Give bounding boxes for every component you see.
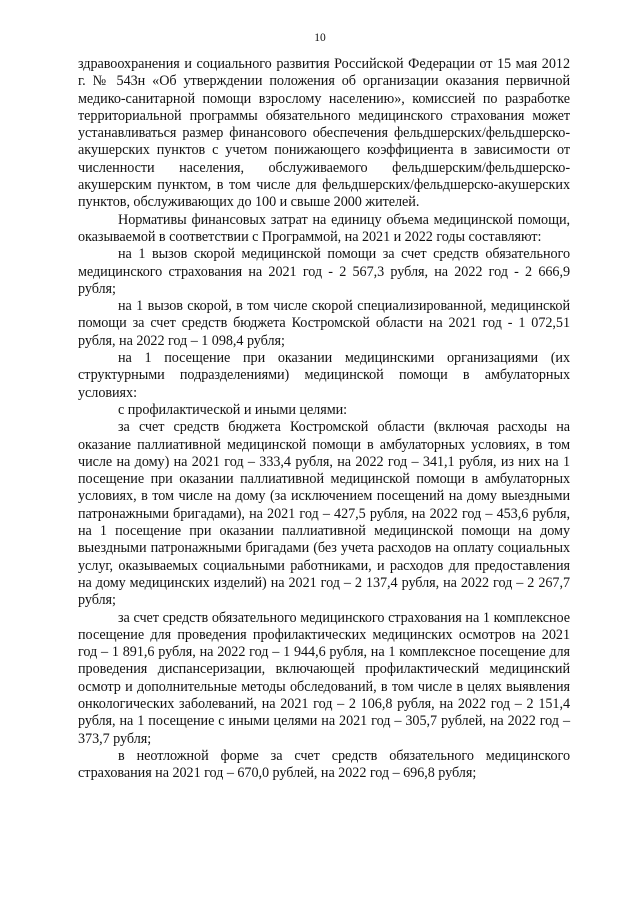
paragraph-ambulance-budget: на 1 вызов скорой, в том числе скорой специализированной, медицинской помощи за счет средств бюджета Костромской области на 2021 год - 1 072,51 рубля, на 2022 год – 1 098,4 рубля; — [78, 298, 570, 349]
paragraph-oms-complex-visit: за счет средств обязательного медицинского страхования на 1 комплексное посещение для проведения профилактических медицинских осмотров на 2021 год – 1 891,6 рубля, на 2022 год – 1 944,6 рубля, на 1 комплексное посещение для проведения диспансеризации, включающей профилактический медицинский осмотр и дополнительные методы обследований, в том числе в целях выявления онкологических заболеваний, на 2021 год – 2 106,8 рубля, на 2022 год – 2 151,4 рубля, на 1 посещение с иными целями на 2021 год – 305,7 рублей, на 2022 год – 373,7 рубля; — [78, 609, 570, 747]
paragraph-regional-budget: за счет средств бюджета Костромской области (включая расходы на оказание паллиативной медицинской помощи в амбулаторных условиях, в том числе на дому) на 2021 год – 333,4 рубля, на 2022 год – 341,1 рубля, из них на 1 посещение при оказании паллиативной медицинской помощи в амбулаторных условиях, в том числе на дому (за исключением посещений на дому выездными патронажными бригадами), на 2021 год – 427,5 рубля, на 2022 год – 453,6 рубля, на 1 посещение при оказании паллиативной медицинской помощи на дому выездными патронажными бригадами (без учета расходов на оплату социальных услуг, оказываемых социальными работниками, и расходов для предоставления на дому медицинских изделий) на 2021 год – 2 137,4 рубля, на 2022 год – 2 267,7 рубля; — [78, 419, 570, 609]
paragraph-preventive-purposes: с профилактической и иными целями: — [118, 401, 348, 418]
paragraph-urgent-form: в неотложной форме за счет средств обязательного медицинского страхования на 2021 год – 670,0 рублей, на 2022 год – 696,8 рубля; — [78, 747, 570, 782]
page-number: 10 — [314, 32, 326, 44]
paragraph-continuation: здравоохранения и социального развития Российской Федерации от 15 мая 2012 г. № 543н «Об утверждении положения об организации оказания первичной медико-санитарной помощи взрослому населению», комиссией по разработке территориальной программы обязательного медицинского страхования может устанавливаться размер финансового обеспечения фельдшерских/фельдшерско-акушерских пунктов с учетом понижающего коэффициента в зависимости от численности населения, обслуживаемого фельдшерским/фельдшерско-акушерским пунктом, в том числе для фельдшерских/фельдшерско-акушерских пунктов, обслуживающих до 100 и свыше 2000 жителей. — [78, 56, 570, 211]
document-body — [78, 56, 570, 782]
paragraph-outpatient-visit: на 1 посещение при оказании медицинскими организациями (их структурными подразделениями) медицинской помощи в амбулаторных условиях: — [78, 350, 570, 401]
paragraph-norms-intro: Нормативы финансовых затрат на единицу объема медицинской помощи, оказываемой в соответствии с Программой, на 2021 и 2022 годы составляют: — [78, 211, 570, 245]
paragraph-ambulance-oms: на 1 вызов скорой медицинской помощи за счет средств обязательного медицинского страхования на 2021 год - 2 567,3 рубля, на 2022 год - 2 666,9 рубля; — [78, 246, 570, 297]
